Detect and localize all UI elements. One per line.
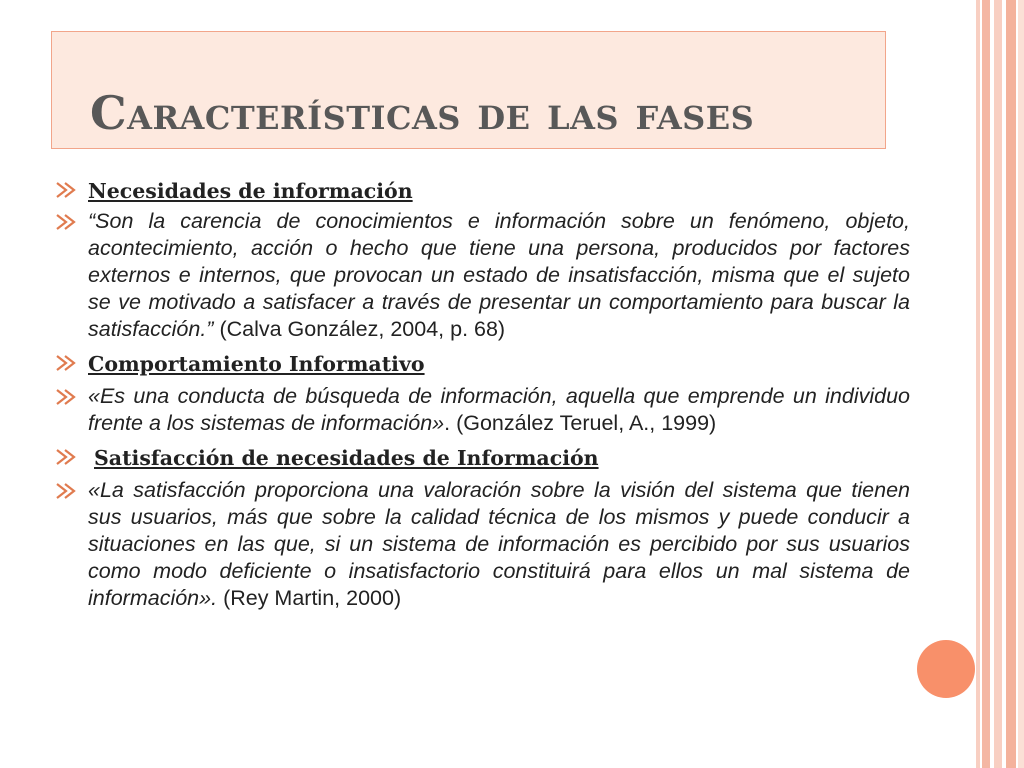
slide-content bbox=[55, 176, 910, 612]
citation: (Rey Martin, 2000) bbox=[223, 586, 402, 610]
bullet-item bbox=[55, 176, 910, 206]
bullet-item bbox=[55, 443, 910, 473]
decorative-circle bbox=[917, 640, 975, 698]
section-heading: Comportamiento Informativo bbox=[88, 352, 425, 376]
slide-title: Características de las fases bbox=[90, 86, 755, 140]
bullet-item bbox=[55, 208, 910, 343]
decorative-stripes bbox=[972, 0, 1024, 768]
title-box bbox=[51, 31, 886, 149]
bullet-item bbox=[55, 349, 910, 379]
citation: (Calva González, 2004, p. 68) bbox=[219, 317, 506, 341]
section-heading: Satisfacción de necesidades de Información bbox=[94, 446, 599, 470]
citation: . (González Teruel, A., 1999) bbox=[444, 411, 717, 435]
arrow-bullet-icon bbox=[55, 181, 77, 199]
quote-paragraph bbox=[88, 383, 910, 437]
quote-paragraph bbox=[88, 208, 910, 343]
quote-paragraph bbox=[88, 477, 910, 612]
quote-text: «Es una conducta de búsqueda de información, aquella que emprende un individuo frente a los sistemas de información» bbox=[88, 384, 910, 435]
bullet-item bbox=[55, 477, 910, 612]
arrow-bullet-icon bbox=[55, 482, 77, 500]
bullet-item bbox=[55, 383, 910, 437]
quote-text: “Son la carencia de conocimientos e información sobre un fenómeno, objeto, acontecimiento, acción o hecho que tiene una persona, producidos por factores externos e internos, que provocan un estado de insatisfacción, misma que el sujeto se ve motivado a satisfacer a través de presentar un comportamiento para buscar la satisfacción.” bbox=[88, 209, 910, 341]
quote-text: «La satisfacción proporciona una valoración sobre la visión del sistema que tienen sus usuarios, más que sobre la calidad técnica de los mismos y puede conducir a situaciones en las que, si un sistema de información es percibido por sus usuarios como modo deficiente o insatisfactorio constituirá para ellos un mal sistema de información». bbox=[88, 478, 910, 610]
arrow-bullet-icon bbox=[55, 448, 77, 466]
section-heading: Necesidades de información bbox=[88, 179, 413, 203]
arrow-bullet-icon bbox=[55, 213, 77, 231]
arrow-bullet-icon bbox=[55, 354, 77, 372]
arrow-bullet-icon bbox=[55, 388, 77, 406]
